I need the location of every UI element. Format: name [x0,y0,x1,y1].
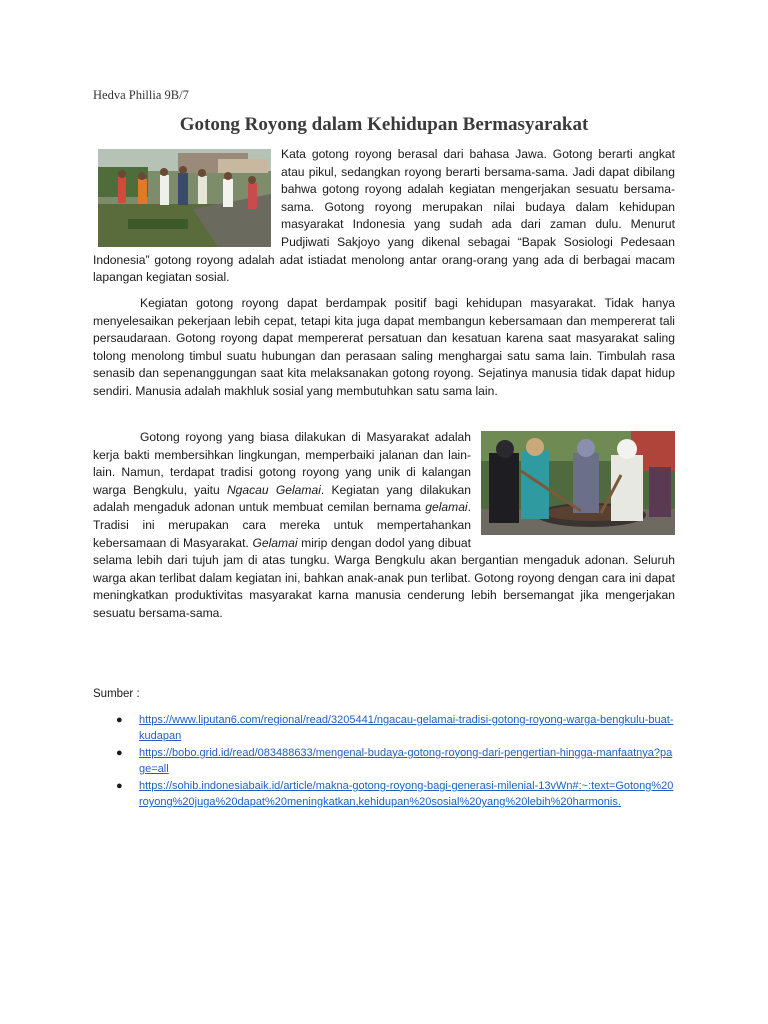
source-item [116,745,676,778]
paragraph-3-text-a: Gotong royong yang biasa dilakukan di Masyarakat adalah kerja bakti membersihkan lingkungan, memperbaiki jalanan dan lain-lain. Namun, terdapat tradisi gotong royong yang unik di kalangan warga Bengkulu, yaitu [93,430,471,497]
term-gelamai: gelamai [425,500,468,515]
paragraph-3-text-b: . Kegiatan yang dilakukan adalah mengaduk adonan untuk membuat cemilan bernama [93,482,472,515]
term-ngacau-gelamai: Ngacau Gelamai [226,482,321,497]
source-link-2[interactable]: https://bobo.grid.id/read/083488633/mengenal-budaya-gotong-royong-dari-pengertian-hingga-manfaatnya?page=all [139,746,673,776]
bullet-icon: ● [116,746,123,759]
photo-community-cleanup [98,149,271,247]
paragraph-3-text-c: . Tradisi ini merupakan cara mereka untuk mempertahankan kebersamaan di Masyarakat. [93,500,471,550]
page-title: Gotong Royong dalam Kehidupan Bermasyarakat [179,114,589,135]
source-item [116,778,676,811]
paragraph-1 [93,146,675,287]
sources-label: Sumber : [93,688,140,700]
source-link-3[interactable]: https://sohib.indonesiabaik.id/article/makna-gotong-royong-bagi-generasi-milenial-13vWn#:~:text=Gotong%20royong%20juga%20dapat%20meningkatkan,kehidupan%20sosial%20yang%20lebih%20harmonis. [139,779,674,809]
paragraph-3-text-d: mirip dengan dodol yang dibuat selama lebih dari tujuh jam di atas tungku. Warga Bengkulu akan bergantian mengaduk adonan. Seluruh warga akan terlibat dalam kegiatan ini, bahkan anak-anak pun terlibat. Gotong royong dengan cara ini dapat meningkatkan produktivitas masyarakat karna manusia cenderung lebih bersemangat jika mengerjakan sesuatu bersama-sama. [93,535,675,620]
source-item [116,712,676,745]
source-link-1[interactable]: https://www.liputan6.com/regional/read/3205441/ngacau-gelamai-tradisi-gotong-royong-warga-bengkulu-buat-kudapan [139,714,674,743]
sources-list [116,712,676,810]
bullet-icon: ● [116,779,123,792]
author-line: Hedva Phillia 9B/7 [93,88,189,102]
photo-ngacau-gelamai [481,431,675,535]
paragraph-2: Kegiatan gotong royong dapat berdampak positif bagi kehidupan masyarakat. Tidak hanya menyelesaikan pekerjaan lebih cepat, tetapi kita juga dapat membangun kebersamaan dan mempererat tali persaudaraan. Gotong royong dapat mempererat persatuan dan kesatuan karena saat masyarakat saling tolong menolong timbul suatu hubungan dan perasaan saling menghargai satu sama lain. Timbulah rasa senasib dan sepenanggungan saat kita melaksanakan gotong royong. Sejatinya manusia tidak dapat hidup sendiri. Manusia adalah makhluk sosial yang membutuhkan satu sama lain. [93,296,675,398]
term-gelamai-2: Gelamai [252,535,298,550]
paragraph-3 [93,429,675,623]
paragraph-1-text: Kata gotong royong berasal dari bahasa Jawa. Gotong berarti angkat atau pikul, sedangkan royong berarti bersama-sama. Jadi dapat dibilang bahwa gotong royong adalah kegiatan mengerjakan sesuatu bersama-sama. Gotong royong merupakan nilai budaya dalam kehidupan masyarakat Indonesia yang sudah ada dari zaman dulu. Menurut Pudjiwati Sakjoyo yang dikenal sebagai “Bapak Sosiologi Pedesaan Indonesia” gotong royong adalah adat istiadat menolong antar orang-orang yang ada di berbagai macam lapangan kegiatan sosial. [93,147,675,285]
bullet-icon: ● [116,714,123,726]
